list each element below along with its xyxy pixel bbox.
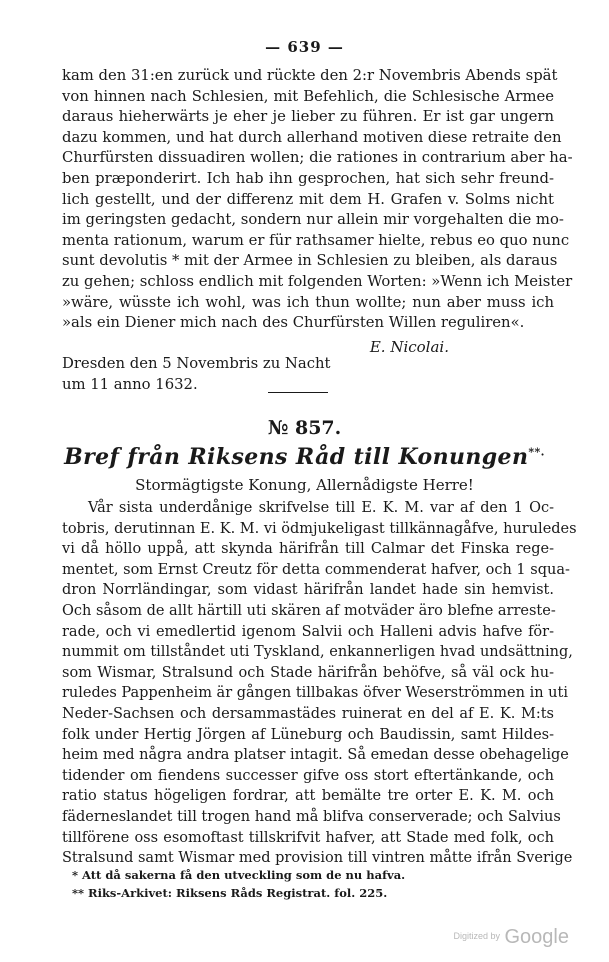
dateline — [62, 354, 362, 395]
footnotes — [72, 866, 552, 902]
text-line: sunt devolutis * mit der Armee in Schlesien zu bleiben, als daraus — [62, 252, 558, 270]
letter-title — [0, 444, 609, 470]
text-line: »als ein Diener mich nach des Churfürsten Willen reguliren«. — [62, 314, 525, 332]
text-line: folk under Hertig Jörgen af Lüneburg och Baudissin, samt Hildes- — [62, 726, 554, 743]
separator-rule — [268, 392, 328, 393]
text-line: im geringsten gedacht, sondern nur allein mir vorgehalten die mo- — [62, 211, 564, 229]
text-line: rade, och vi emedlertid igenom Salvii och Halleni advis hafve för- — [62, 623, 554, 640]
text-line: Stralsund samt Wismar med provision till vintren måtte ifrån Sverige — [62, 850, 573, 867]
text-line: dron Norrländingar, som vidast härifrån landet hade sin hemvist. — [62, 582, 554, 599]
footnote-1: * Att då sakerna få den utveckling som de nu hafva. — [72, 868, 406, 882]
dateline-year: um 11 anno 1632. — [62, 375, 198, 393]
text-line: vi då höllo uppå, att skynda härifrån till Calmar det Finska rege- — [62, 541, 554, 558]
letter-title-text: Bref från Riksens Råd till Konungen — [64, 444, 529, 470]
text-line: dazu kommen, und hat durch allerhand motiven diese retraite den — [62, 128, 562, 146]
text-line: ratio status högeligen fordrar, att bemälte tre orter E. K. M. och — [62, 788, 554, 805]
text-line: heim med några andra platser intagit. Så emedan desse obehagelige — [62, 747, 569, 764]
watermark-prefix: Digitized by — [453, 931, 501, 941]
text-line: Churfürsten dissuadiren wollen; die rationes in contrarium aber ha- — [62, 149, 573, 167]
google-logo: Google — [504, 926, 569, 948]
text-line: lich gestellt, und der differenz mit dem H. Grafen v. Solms nicht — [62, 190, 554, 208]
salutation: Stormägtigste Konung, Allernådigste Herre! — [135, 476, 474, 494]
footnote-mark: **. — [528, 445, 545, 459]
text-line: som Wismar, Stralsund och Stade härifrån behöfve, så väl ock hu- — [62, 664, 554, 681]
text-line: ruledes Pappenheim är gången tillbakas öfver Weserströmmen in uti — [62, 685, 568, 702]
text-line: »wäre, wüsste ich wohl, was ich thun wollte; nun aber muss ich — [62, 293, 554, 311]
text-line: kam den 31:en zurück und rückte den 2:r Novembris Abends spät — [62, 67, 558, 84]
text-line: mentet, som Ernst Creutz för detta commenderat hafver, och 1 squa- — [62, 561, 570, 578]
text-line: fäderneslandet till trogen hand må blifva conserverade; och Salvius — [62, 808, 561, 825]
footnote-2: ** Riks-Arkivet: Riksens Råds Registrat. fol. 225. — [72, 886, 388, 900]
document-number: № 857. — [267, 417, 342, 439]
text-line: Vår sista underdånige skrifvelse till E. K. M. var af den 1 Oc- — [88, 500, 554, 516]
text-line: zu gehen; schloss endlich mit folgenden Worten: »Wenn ich Meister — [62, 272, 573, 290]
text-line: tillförene oss esomoftast tillskrifvit hafver, att Stade med folk, och — [62, 829, 554, 846]
text-line: tidender om fiendens successer gifve oss stort eftertänkande, och — [62, 767, 554, 784]
text-line: tobris, derutinnan E. K. M. vi ödmjukeligast tillkännagåfve, huruledes — [62, 520, 577, 537]
text-line: Och såsom de allt härtill uti skären af motväder äro blefne arreste- — [62, 602, 556, 619]
digitized-watermark — [454, 926, 569, 949]
text-line: von hinnen nach Schlesien, mit Befehlich, die Schlesische Armee — [62, 87, 554, 105]
text-line: daraus hieherwärts je eher je lieber zu führen. Er ist gar ungern — [62, 108, 554, 126]
text-line: menta rationum, warum er für rathsamer hielte, rebus eo quo nunc — [62, 231, 570, 249]
letter2-body — [62, 498, 577, 869]
dateline-place: Dresden den 5 Novembris zu Nacht — [62, 355, 331, 372]
text-line: ben præponderirt. Ich hab ihn gesprochen, hat sich sehr freund- — [62, 169, 554, 187]
page-number: — 639 — — [265, 38, 344, 56]
letter1-body — [62, 66, 573, 334]
text-line: nummit om tillståndet uti Tyskland, enkannerligen hvad undsättning, — [62, 644, 573, 661]
text-line: Neder-Sachsen och dersammastädes ruinerat en del af E. K. M:ts — [62, 705, 554, 722]
signature: E. Nicolai. — [369, 338, 449, 356]
